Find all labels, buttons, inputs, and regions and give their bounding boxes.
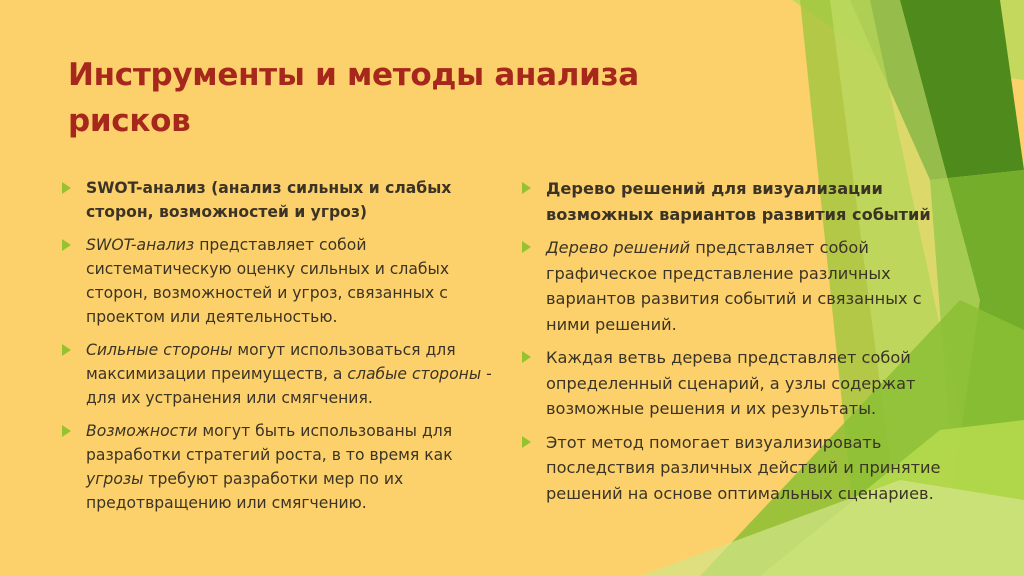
slide-title: Инструменты и методы анализа рисков (68, 57, 639, 139)
list-item (62, 233, 502, 329)
item-text: Этот метод помогает визуализировать последствия различных действий и принятие решений на основе оптимальных сценариев. (546, 432, 941, 503)
list-item (62, 338, 502, 410)
term: Дерево решений (546, 238, 691, 257)
term: Сильные стороны (86, 341, 233, 359)
item-text: представляет собой систематическую оценку сильных и слабых сторон, возможностей и угроз, связанных с проектом или деятельностью. (86, 236, 450, 326)
item-text: могут быть использованы для разработки стратегий роста, в то время как (86, 422, 453, 464)
triangle-bullet-icon (522, 351, 531, 363)
term: угрозы (86, 470, 144, 488)
triangle-bullet-icon (522, 182, 531, 194)
triangle-bullet-icon (522, 436, 531, 448)
list-item (522, 235, 962, 337)
right-column (522, 176, 962, 514)
item-text: Каждая ветвь дерева представляет собой определенный сценарий, а узлы содержат возможные решения и их результаты. (546, 348, 916, 418)
left-column (62, 176, 502, 524)
right-heading: Дерево решений для визуализации возможных вариантов развития событий (546, 179, 931, 224)
list-item (522, 345, 962, 422)
triangle-bullet-icon (522, 241, 531, 253)
term: Возможности (86, 422, 198, 440)
triangle-bullet-icon (62, 425, 71, 437)
term: SWOT-анализ (86, 236, 195, 254)
term: слабые стороны (347, 365, 482, 383)
item-text: могут использоваться для максимизации преимуществ, а (86, 341, 456, 383)
triangle-bullet-icon (62, 239, 71, 251)
left-heading: SWOT-анализ (анализ сильных и слабых сторон, возможностей и угроз) (86, 179, 452, 221)
triangle-bullet-icon (62, 344, 71, 356)
list-item (62, 176, 502, 224)
item-text: представляет собой графическое представление различных вариантов развития событий и связанных с ними решений. (546, 238, 922, 334)
list-item (62, 419, 502, 515)
item-text: требуют разработки мер по их предотвращению или смягчению. (86, 470, 404, 512)
item-text: - для их устранения или смягчения. (86, 365, 492, 407)
triangle-bullet-icon (62, 182, 71, 194)
list-item (522, 176, 962, 227)
list-item (522, 430, 962, 507)
